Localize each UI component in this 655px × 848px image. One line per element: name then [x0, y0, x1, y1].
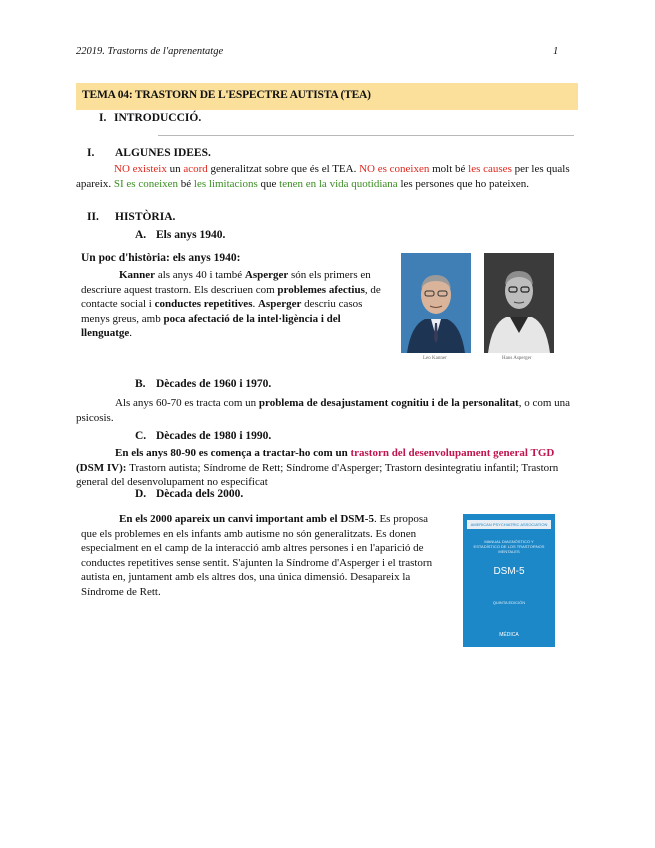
ideas-s7: les causes: [468, 163, 512, 175]
history-1940-paragraph: [81, 268, 381, 341]
running-header: 22019. Trastorns de l'aprenentatge: [76, 46, 224, 57]
book-publisher: MÉDICA: [499, 632, 519, 638]
subsection-heading-c: Dècades de 1980 i 1990.: [156, 430, 272, 442]
section-heading-history: HISTÒRIA.: [115, 211, 176, 223]
ideas-s9: SI es coneixen: [113, 177, 179, 190]
ideas-s12: que: [257, 177, 280, 190]
dsm5-book-cover: [463, 514, 555, 647]
h40-p11: poca afectació de la intel·ligència i del llenguatge: [81, 312, 341, 339]
book-edition: QUINTA EDICIÓN: [492, 600, 526, 605]
c-p4: Trastorn autista; Síndrome de Rett; Síndrome d'Asperger; Trastorn desintegratiu infantil; Trastorn general del desenvolupament no especificat: [76, 461, 559, 488]
decade-2000-paragraph: [81, 512, 437, 599]
decades-1960-paragraph: [76, 396, 576, 425]
section-heading-intro: INTRODUCCIÓ.: [114, 112, 202, 124]
d-p1: En els 2000 apareix un canvi important amb el DSM-5: [119, 513, 374, 525]
ideas-s2: un: [166, 163, 184, 175]
subsection-heading-d: Dècada dels 2000.: [156, 488, 244, 500]
kanner-caption: Leo Kanner: [423, 356, 447, 361]
ideas-s13: tenen en la vida quotidiana: [279, 177, 398, 190]
h40-p6: , de contacte social i: [81, 283, 381, 310]
asperger-caption: Hans Asperger: [502, 356, 532, 361]
h40-p2: als anys 40 i també: [155, 269, 245, 281]
section-number-ideas: I.: [87, 147, 95, 159]
ideas-s1: NO existeix: [114, 163, 167, 175]
h40-p8: .: [252, 298, 258, 310]
horizontal-rule: [158, 135, 574, 136]
h40-p1: Kanner: [119, 269, 156, 281]
decades-1980-paragraph: [76, 446, 576, 490]
book-subtitle: MANUAL DIAGNÓSTICO Y ESTADÍSTICO DE LOS TRASTORNOS MENTALES: [473, 539, 545, 554]
asperger-portrait: [484, 253, 554, 365]
book-publisher-band: AMERICAN PSYCHIATRIC ASSOCIATION: [467, 520, 551, 529]
h40-p9: Asperger: [257, 298, 302, 310]
document-title: TEMA 04: TRASTORN DE L'ESPECTRE AUTISTA (TEA): [82, 89, 371, 101]
subsection-letter-c: C.: [135, 430, 147, 442]
b-p1: Als anys 60-70 es tracta com un: [115, 397, 259, 409]
h40-p4: són els primers en descriure aquest trastorn. Els descriuen com: [81, 269, 371, 296]
h40-p3: Asperger: [244, 269, 289, 281]
section-number-history: II.: [87, 211, 99, 223]
h40-p7: conductes repetitives: [154, 298, 253, 310]
h40-p12: .: [129, 327, 133, 339]
kanner-photo: [401, 253, 471, 365]
history-1940-heading: Un poc d'història: els anys 1940:: [81, 252, 241, 264]
section-number-intro: I.: [99, 112, 107, 124]
c-p2: trastorn del desenvolupament general TGD: [350, 447, 555, 459]
ideas-s6: molt bé: [429, 163, 469, 175]
ideas-s8: per les quals apareix.: [76, 163, 570, 190]
ideas-s10: bé: [178, 177, 194, 190]
subsection-letter-b: B.: [135, 378, 146, 390]
b-p2: problema de desajustament cognitiu i de la personalitat: [258, 397, 519, 409]
h40-p10: descriu casos menys greus, amb: [81, 298, 363, 325]
subsection-heading-a: Els anys 1940.: [156, 229, 226, 241]
h40-p5: problemes afectius: [277, 283, 365, 296]
subsection-letter-d: D.: [135, 488, 147, 500]
c-p1: En els anys 80-90 es comença a tractar-ho com un: [115, 447, 351, 459]
subsection-letter-a: A.: [135, 229, 147, 241]
asperger-photo: [484, 253, 554, 365]
ideas-paragraph: [76, 162, 576, 191]
kanner-portrait: [401, 253, 471, 365]
ideas-s3: acord: [183, 163, 208, 175]
book-title: DSM-5: [493, 566, 525, 577]
subsection-heading-b: Dècades de 1960 i 1970.: [156, 378, 272, 390]
page-number: 1: [553, 46, 559, 57]
ideas-s14: les persones que ho pateixen.: [397, 177, 530, 190]
d-p2: . Es proposa que els problemes en els infants amb autisme no són generalitzats. Es donen especialment en el camp de la interacció amb altres persones i en l'aparició de conductes repetitives sense sentit. S'ajunten la Síndrome d'Asperger i el trastorn autista en, juntament amb els altres dos, una única dimensió. Desapareix la Síndrome de Rett.: [81, 513, 433, 598]
c-p3: (DSM IV):: [76, 461, 130, 474]
ideas-s4: generalitzat sobre que és el TEA.: [207, 163, 360, 175]
ideas-s11: les limitacions: [193, 177, 258, 190]
section-heading-ideas: ALGUNES IDEES.: [115, 147, 211, 159]
b-p3: , o com una psicosis.: [76, 397, 571, 424]
ideas-s5: NO es coneixen: [359, 163, 430, 175]
